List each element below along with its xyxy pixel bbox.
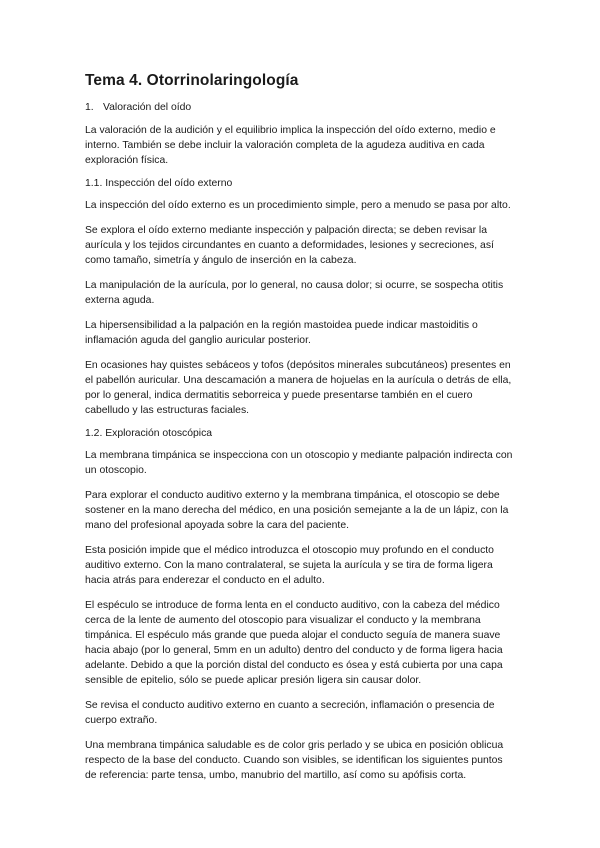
paragraph: La inspección del oído externo es un procedimiento simple, pero a menudo se pasa por alto. [85,200,511,211]
page-title: Tema 4. Otorrinolaringología [85,72,299,89]
paragraph: El espéculo se introduce de forma lenta en el conducto auditivo, con la cabeza del médico cerca de la lente de aumento del otoscopio para visualizar el conducto y la membrana timpánica. El espéculo más grande que pueda alojar el conducto seguía de manera suave hacia abajo (por lo general, 5mm en un adulto) dentro del conducto y de forma ligera hacia adelante. Debido a que la porción distal del conducto es ósea y está cubierta por una capa sensible de epitelio, sólo se puede aplicar presión ligera sin causar dolor. [85,600,503,686]
paragraph: Se explora el oído externo mediante inspección y palpación directa; se deben revisar la aurícula y los tejidos circundantes en cuanto a deformidades, lesiones y secreciones, así como tamaño, simetría y ángulo de inserción en la cabeza. [85,225,494,266]
subsection-heading: 1.1. Inspección del oído externo [85,178,233,189]
section-heading [85,102,517,113]
paragraph: Esta posición impide que el médico introduzca el otoscopio muy profundo en el conducto auditivo externo. Con la mano contralateral, se sujeta la aurícula y se tira de forma ligera hacia atrás para enderezar el conducto en el adulto. [85,545,494,586]
paragraph: En ocasiones hay quistes sebáceos y tofos (depósitos minerales subcutáneos) presentes en el pabellón auricular. Una descamación a manera de hojuelas en la aurícula o detrás de ella, por lo general, indica dermatitis seborreica y puede presentarse también en el cuero cabelludo y las estructuras faciales. [85,360,512,416]
section-number: 1. [85,102,94,113]
paragraph: La valoración de la audición y el equilibrio implica la inspección del oído externo, medio e interno. También se debe incluir la valoración completa de la agudeza auditiva en cada exploración física. [85,125,496,166]
paragraph: Se revisa el conducto auditivo externo en cuanto a secreción, inflamación o presencia de cuerpo extraño. [85,700,495,726]
paragraph: Una membrana timpánica saludable es de color gris perlado y se ubica en posición oblicua respecto de la base del conducto. Cuando son visibles, se identifican los siguientes puntos de referencia: parte tensa, umbo, manubrio del martillo, así como su apófisis corta. [85,740,504,781]
subsection-heading: 1.2. Exploración otoscópica [85,428,213,439]
paragraph: La hipersensibilidad a la palpación en la región mastoidea puede indicar mastoiditis o inflamación aguda del ganglio auricular posterior. [85,320,478,346]
paragraph: La manipulación de la aurícula, por lo general, no causa dolor; si ocurre, se sospecha otitis externa aguda. [85,280,504,306]
section-label: Valoración del oído [103,102,192,113]
document-content [85,72,517,793]
paragraph: Para explorar el conducto auditivo externo y la membrana timpánica, el otoscopio se debe sostener en la mano derecha del médico, en una posición semejante a la de un lápiz, con la mano del profesional apoyada sobre la cara del paciente. [85,490,509,531]
paragraph: La membrana timpánica se inspecciona con un otoscopio y mediante palpación indirecta con un otoscopio. [85,450,513,476]
